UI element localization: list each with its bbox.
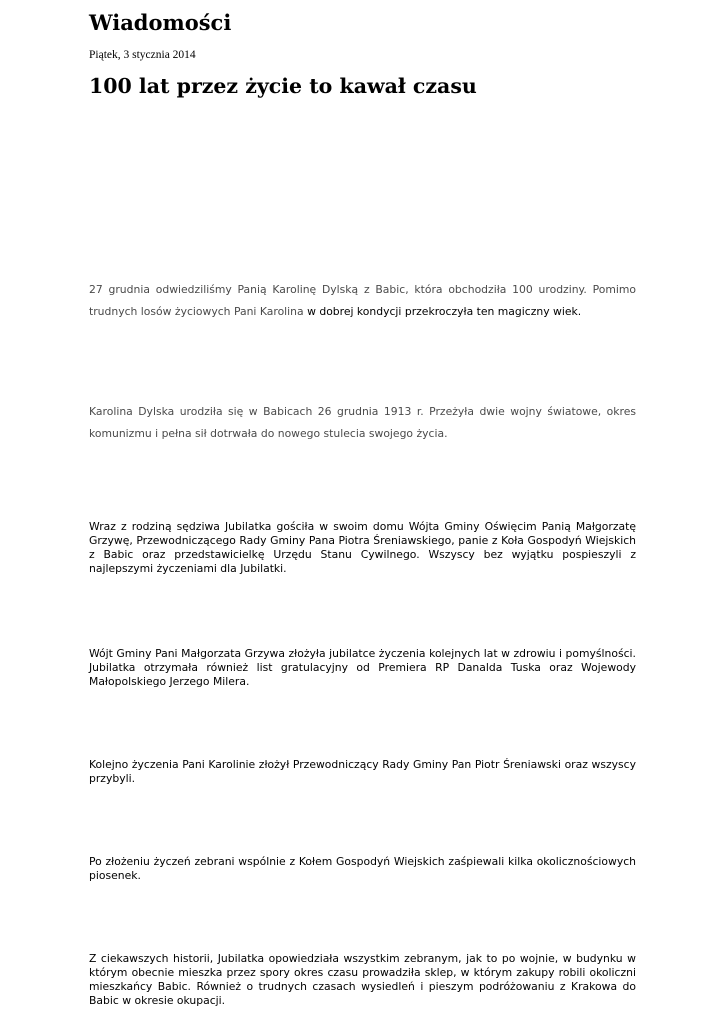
paragraph-1-text-dark: w dobrej kondycji przekroczyła ten magiczny wiek. xyxy=(303,305,582,318)
paragraph-1-text: 27 grudnia odwiedziliśmy Panią Karolinę Dylską z Babic, która obchodziła 100 urodziny. Pomimo trudnych losów życiowych Pani Karolina xyxy=(89,283,636,318)
paragraph-5: Kolejno życzenia Pani Karolinie złożył Przewodniczący Rady Gminy Pan Piotr Śreniawski oraz wszyscy przybyli. xyxy=(89,758,636,785)
article-date: Piątek, 3 stycznia 2014 xyxy=(89,49,196,61)
article-headline: 100 lat przez życie to kawał czasu xyxy=(89,74,477,98)
section-title: Wiadomości xyxy=(89,10,232,35)
paragraph-2: Karolina Dylska urodziła się w Babicach 26 grudnia 1913 r. Przeżyła dwie wojny światowe, okres komunizmu i pełna sił dotrwała do nowego stulecia swojego życia. xyxy=(89,405,636,440)
paragraph-4: Wójt Gminy Pani Małgorzata Grzywa złożyła jubilatce życzenia kolejnych lat w zdrowiu i pomyślności. Jubilatka otrzymała również list gratulacyjny od Premiera RP Danalda Tuska oraz Wojewody Małopolskiego Jerzego Milera. xyxy=(89,647,636,688)
paragraph-3: Wraz z rodziną sędziwa Jubilatka gościła w swoim domu Wójta Gminy Oświęcim Panią Małgorzatę Grzywę, Przewodniczącego Rady Gminy Pana Piotra Śreniawskiego, panie z Koła Gospodyń Wiejskich z Babic oraz przedstawicielkę Urzędu Stanu Cywilnego. Wszyscy bez wyjątku pospieszyli z najlepszymi życzeniami dla Jubilatki. xyxy=(89,520,636,575)
paragraph-7: Z ciekawszych historii, Jubilatka opowiedziała wszystkim zebranym, jak to po wojnie, w budynku w którym obecnie mieszka przez spory okres czasu prowadziła sklep, w którym zakupy robili okoliczni mieszkańcy Babic. Również o trudnych czasach wysiedleń i pieszym podróżowaniu z Krakowa do Babic w okresie okupacji. xyxy=(89,952,636,1007)
paragraph-1 xyxy=(89,279,636,323)
paragraph-6: Po złożeniu życzeń zebrani wspólnie z Kołem Gospodyń Wiejskich zaśpiewali kilka okolicznościowych piosenek. xyxy=(89,855,636,882)
